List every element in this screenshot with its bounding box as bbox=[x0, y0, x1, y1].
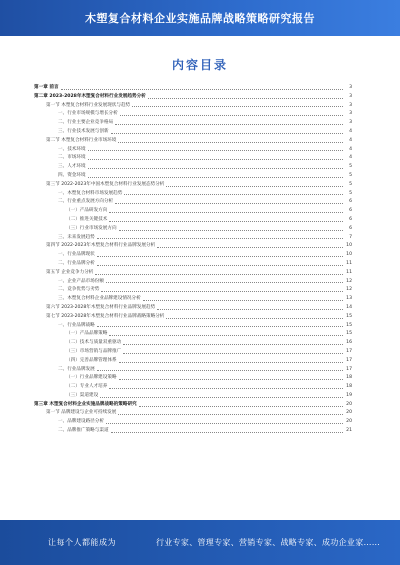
toc-entry-page: 3 bbox=[349, 120, 352, 126]
toc-entry-label: 第二章 2023-2028年木塑复合材料行业发展趋势分析 bbox=[34, 93, 146, 99]
toc-entry[interactable] bbox=[34, 102, 352, 111]
toc-dot-leader bbox=[101, 291, 343, 292]
toc-dot-leader bbox=[109, 221, 343, 222]
toc-entry-page: 15 bbox=[346, 322, 352, 328]
toc-dot-leader bbox=[106, 282, 343, 283]
toc-dot-leader bbox=[120, 115, 343, 116]
toc-entry-label: （二）推进关键技术 bbox=[66, 216, 108, 222]
toc-dot-leader bbox=[88, 177, 343, 178]
toc-entry-label: 二、行业主要企业竞争格局 bbox=[58, 120, 114, 126]
toc-entry[interactable] bbox=[34, 181, 352, 190]
toc-entry[interactable] bbox=[34, 119, 352, 128]
toc-entry[interactable] bbox=[34, 207, 352, 216]
toc-dot-leader bbox=[109, 212, 343, 213]
toc-dot-leader bbox=[119, 362, 343, 363]
toc-entry-page: 5 bbox=[349, 164, 352, 170]
toc-entry-label: 一、行业市场规模与增长分析 bbox=[58, 111, 118, 117]
toc-entry-label: 三、人才环境 bbox=[58, 164, 86, 170]
toc-entry[interactable] bbox=[34, 427, 352, 436]
toc-dot-leader bbox=[61, 89, 343, 90]
toc-entry[interactable] bbox=[34, 278, 352, 287]
toc-entry[interactable] bbox=[34, 304, 352, 313]
toc-entry-label: 第一节 品牌建设与企业可持续发展 bbox=[46, 410, 117, 416]
toc-entry-page: 12 bbox=[346, 278, 352, 284]
toc-dot-leader bbox=[115, 203, 343, 204]
toc-dot-leader bbox=[95, 274, 343, 275]
toc-entry[interactable] bbox=[34, 348, 352, 357]
toc-entry-page: 3 bbox=[349, 93, 352, 99]
toc-entry-page: 17 bbox=[346, 348, 352, 354]
toc-entry[interactable] bbox=[34, 216, 352, 225]
toc-entry[interactable] bbox=[34, 128, 352, 137]
toc-entry[interactable] bbox=[34, 84, 352, 93]
toc-entry-page: 6 bbox=[349, 225, 352, 231]
toc-entry-page: 14 bbox=[346, 304, 352, 310]
toc-entry[interactable] bbox=[34, 383, 352, 392]
toc-entry-page: 20 bbox=[346, 401, 352, 407]
toc-dot-leader bbox=[88, 159, 343, 160]
toc-entry[interactable] bbox=[34, 198, 352, 207]
toc-dot-leader bbox=[106, 423, 343, 424]
toc-dot-leader bbox=[88, 168, 343, 169]
toc-dot-leader bbox=[124, 194, 343, 195]
toc-dot-leader bbox=[119, 379, 343, 380]
toc-entry-page: 16 bbox=[346, 340, 352, 346]
toc-entry[interactable] bbox=[34, 234, 352, 243]
toc-entry[interactable] bbox=[34, 190, 352, 199]
toc-entry-label: 第四节 2022-2023年木塑复合材料行业品牌发展分析 bbox=[46, 243, 156, 249]
toc-entry[interactable] bbox=[34, 322, 352, 331]
toc-entry-label: （一）产品品牌策略 bbox=[66, 331, 108, 337]
toc-entry-page: 3 bbox=[349, 102, 352, 108]
toc-entry[interactable] bbox=[34, 330, 352, 339]
toc-entry-label: （二）专业人才培养 bbox=[66, 384, 108, 390]
toc-dot-leader bbox=[166, 318, 343, 319]
toc-dot-leader bbox=[139, 406, 343, 407]
toc-entry[interactable] bbox=[34, 163, 352, 172]
toc-entry[interactable] bbox=[34, 418, 352, 427]
toc-entry[interactable] bbox=[34, 269, 352, 278]
toc-entry[interactable] bbox=[34, 172, 352, 181]
toc-entry-page: 3 bbox=[349, 85, 352, 90]
toc-entry-label: 第六节 2023-2028年木塑复合材料行业品牌发展趋势 bbox=[46, 304, 156, 310]
toc-entry-page: 4 bbox=[349, 128, 352, 134]
toc-entry-page: 11 bbox=[346, 260, 352, 266]
report-title: 木塑复合材料企业实施品牌战略策略研究报告 bbox=[85, 12, 315, 25]
toc-dot-leader bbox=[97, 238, 343, 239]
toc-entry-label: （二）技术与质量双重驱动 bbox=[66, 340, 122, 346]
toc-dot-leader bbox=[123, 353, 343, 354]
toc-entry-label: 第一节 木塑复合材料行业发展现状与趋势 bbox=[46, 102, 131, 108]
toc-entry-page: 12 bbox=[346, 287, 352, 293]
toc-entry-page: 17 bbox=[346, 366, 352, 372]
toc-entry-label: 三、木塑复合材料企业品牌建设情况分析 bbox=[58, 296, 141, 302]
toc-entry-label: （一）行业品牌建设策略 bbox=[66, 375, 117, 381]
toc-entry[interactable] bbox=[34, 366, 352, 375]
toc-entry-label: （三）市场营销与品牌推广 bbox=[66, 348, 122, 354]
toc-entry[interactable] bbox=[34, 401, 352, 410]
footer-slogan: 让每个人都能成为 bbox=[48, 538, 116, 547]
toc-dot-leader bbox=[118, 142, 343, 143]
toc-entry-label: 一、技术环境 bbox=[58, 146, 86, 152]
toc-entry[interactable] bbox=[34, 295, 352, 304]
toc-entry[interactable] bbox=[34, 357, 352, 366]
toc-entry[interactable] bbox=[34, 392, 352, 401]
toc-dot-leader bbox=[123, 344, 343, 345]
toc-entry-label: 二、行业品牌发展 bbox=[58, 366, 95, 372]
toc-entry[interactable] bbox=[34, 286, 352, 295]
toc-entry-label: 四、资金环境 bbox=[58, 172, 86, 178]
toc-entry[interactable] bbox=[34, 225, 352, 234]
toc-entry-label: 二、竞争优势与劣势 bbox=[58, 287, 100, 293]
toc-entry-label: 第三章 木塑复合材料企业实施品牌战略的策略研究 bbox=[34, 401, 137, 407]
toc-entry-label: 二、市场环境 bbox=[58, 155, 86, 161]
toc-entry-label: 三、未来发展趋势 bbox=[58, 234, 95, 240]
toc-entry-label: 第二节 木塑复合材料行业市场环境 bbox=[46, 137, 117, 143]
toc-dot-leader bbox=[166, 186, 343, 187]
toc-entry-label: （三）渠道建设 bbox=[66, 392, 99, 398]
toc-entry-page: 17 bbox=[346, 357, 352, 363]
toc-entry[interactable] bbox=[34, 409, 352, 418]
toc-entry-page: 6 bbox=[349, 199, 352, 205]
toc-entry-label: 一、企业产品市场份额 bbox=[58, 278, 104, 284]
toc-dot-leader bbox=[148, 98, 343, 99]
toc-dot-leader bbox=[111, 133, 343, 134]
toc-entry-page: 18 bbox=[346, 375, 352, 381]
toc-entry-page: 4 bbox=[349, 137, 352, 143]
toc-dot-leader bbox=[111, 432, 343, 433]
toc-dot-leader bbox=[100, 397, 343, 398]
toc-dot-leader bbox=[157, 309, 343, 310]
toc-entry[interactable] bbox=[34, 154, 352, 163]
toc-dot-leader bbox=[97, 370, 343, 371]
toc-entry-label: 二、品牌推广策略与渠道 bbox=[58, 428, 109, 434]
toc-entry-page: 7 bbox=[349, 234, 352, 240]
toc-entry-page: 6 bbox=[349, 216, 352, 222]
toc-entry-page: 5 bbox=[349, 190, 352, 196]
toc-entry-label: 三、行业技术发展与创新 bbox=[58, 128, 109, 134]
toc-dot-leader bbox=[109, 335, 343, 336]
toc-entry-label: 一、品牌建设路径分析 bbox=[58, 419, 104, 425]
toc-entry-page: 10 bbox=[346, 243, 352, 249]
toc-entry-page: 20 bbox=[346, 410, 352, 416]
toc-entry-page: 20 bbox=[346, 419, 352, 425]
table-of-contents bbox=[34, 84, 352, 436]
toc-dot-leader bbox=[119, 230, 343, 231]
toc-entry[interactable] bbox=[34, 146, 352, 155]
toc-entry[interactable] bbox=[34, 137, 352, 146]
toc-entry-page: 4 bbox=[349, 155, 352, 161]
toc-dot-leader bbox=[157, 247, 343, 248]
toc-entry[interactable] bbox=[34, 242, 352, 251]
toc-entry-label: 二、行业品牌分析 bbox=[58, 260, 95, 266]
toc-entry-label: （一）产品研发方向 bbox=[66, 208, 108, 214]
toc-dot-leader bbox=[118, 414, 343, 415]
toc-dot-leader bbox=[97, 265, 343, 266]
toc-entry-page: 5 bbox=[349, 181, 352, 187]
toc-entry-page: 11 bbox=[346, 269, 352, 275]
toc-dot-leader bbox=[109, 388, 343, 389]
toc-entry[interactable] bbox=[34, 313, 352, 322]
toc-entry-page: 3 bbox=[349, 111, 352, 117]
footer-tagline: 行业专家、管理专家、营销专家、战略专家、成功企业家…… bbox=[156, 538, 381, 547]
toc-entry-page: 5 bbox=[349, 172, 352, 178]
toc-entry-page: 15 bbox=[346, 313, 352, 319]
toc-entry-label: 一、行业品牌战略 bbox=[58, 322, 95, 328]
report-header-banner bbox=[0, 0, 400, 36]
toc-entry-label: （四）完善品牌管理体系 bbox=[66, 357, 117, 363]
toc-dot-leader bbox=[97, 326, 343, 327]
toc-entry-label: （三）行业市场发展方向 bbox=[66, 225, 117, 231]
toc-dot-leader bbox=[143, 300, 343, 301]
toc-entry-label: 第七节 2023-2028年木塑复合材料行业品牌战略策略分析 bbox=[46, 313, 165, 319]
toc-entry[interactable] bbox=[34, 251, 352, 260]
toc-entry-page: 18 bbox=[346, 384, 352, 390]
footer-banner bbox=[0, 520, 400, 565]
toc-dot-leader bbox=[132, 106, 343, 107]
toc-dot-leader bbox=[115, 124, 343, 125]
toc-entry-page: 13 bbox=[346, 296, 352, 302]
toc-entry-page: 19 bbox=[346, 392, 352, 398]
toc-entry[interactable] bbox=[34, 110, 352, 119]
toc-entry[interactable] bbox=[34, 93, 352, 102]
toc-entry-page: 10 bbox=[346, 252, 352, 258]
toc-dot-leader bbox=[97, 256, 343, 257]
toc-entry[interactable] bbox=[34, 260, 352, 269]
toc-entry-page: 21 bbox=[346, 428, 352, 434]
toc-entry-label: 一、行业品牌现状 bbox=[58, 252, 95, 258]
toc-entry-label: 第五节 企业竞争力分析 bbox=[46, 269, 94, 275]
toc-entry-label: 二、行业重点发展方向分析 bbox=[58, 199, 114, 205]
toc-dot-leader bbox=[88, 150, 343, 151]
toc-entry-page: 15 bbox=[346, 331, 352, 337]
toc-entry-label: 第一章 前言 bbox=[34, 85, 59, 90]
toc-entry[interactable] bbox=[34, 339, 352, 348]
toc-entry[interactable] bbox=[34, 374, 352, 383]
toc-entry-label: 第三节 2022-2023年中国木塑复合材料行业发展态势分析 bbox=[46, 181, 165, 187]
toc-entry-page: 4 bbox=[349, 146, 352, 152]
toc-entry-label: 一、木塑复合材料市场发展趋势 bbox=[58, 190, 123, 196]
toc-title: 内容目录 bbox=[171, 58, 228, 72]
toc-entry-page: 6 bbox=[349, 208, 352, 214]
